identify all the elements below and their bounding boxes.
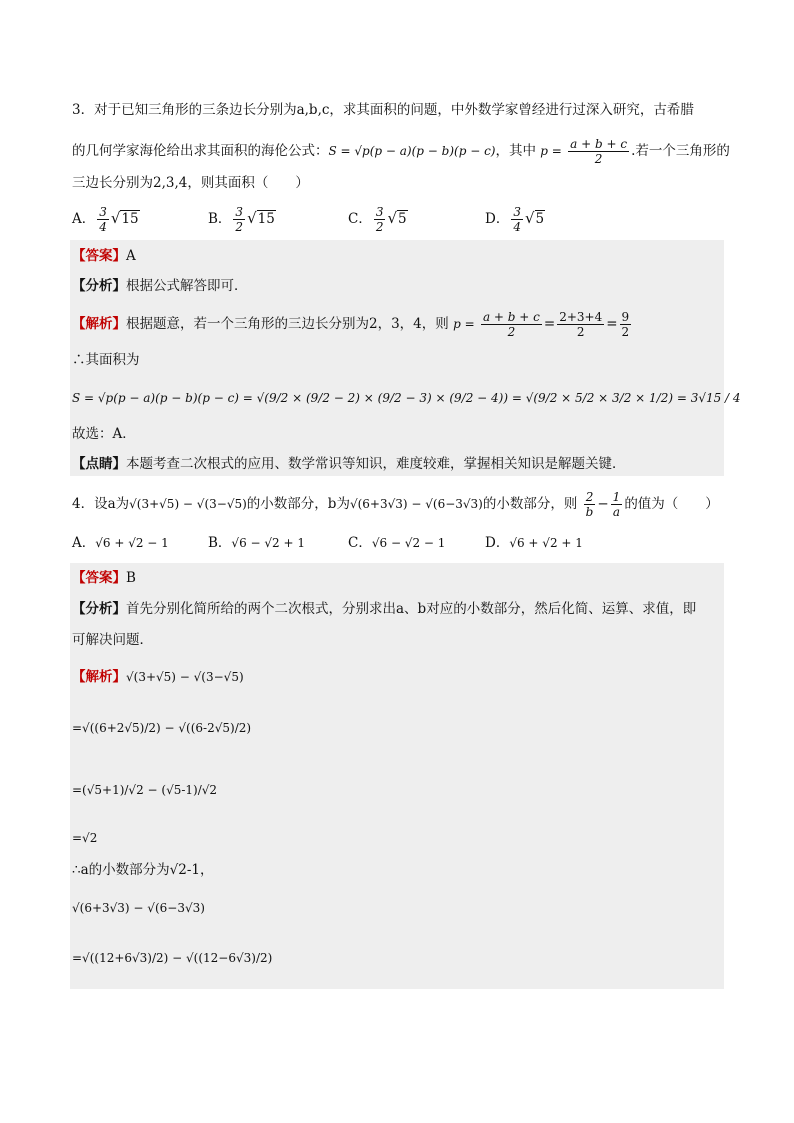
q4-stem-text-2: 的小数部分，b为: [246, 496, 350, 512]
fraction-num: a + b + c: [482, 310, 540, 324]
q3-option-c[interactable]: [348, 205, 408, 234]
analysis-text: 根据公式解答即可．: [126, 278, 248, 294]
option-label: B．: [208, 535, 232, 551]
fraction-num: 1: [612, 490, 621, 504]
q4-solution-line7: =√((12+6√3)/2) − √((12−6√3)/2): [72, 951, 273, 965]
q3-solution-formula: S = √p(p − a)(p − b)(p − c) = √(9/2 × (9/2 − 2) × (9/2 − 3) × (9/2 − 4)) = √(9/2 × 5/2 × 3/2 × 1/2) = 3√15 / 4: [72, 391, 741, 405]
q4-stem-text-1: 4．设a为: [72, 496, 130, 512]
answer-tag: 【答案】: [72, 248, 126, 264]
solution-tag: 【解析】: [72, 316, 126, 332]
coef-num: 3: [375, 205, 384, 219]
q4-solution-line4: =√2: [72, 831, 98, 845]
option-label: C．: [348, 211, 372, 227]
option-label: A．: [72, 535, 96, 551]
analysis-text: 首先分别化简所给的两个二次根式，分别求出a、b对应的小数部分，然后化简、运算、求值，即: [126, 601, 697, 617]
q4-expr-b: √(6+3√3) − √(6−3√3): [349, 497, 483, 511]
q4-solution-line5: ∴a的小数部分为√2-1，: [72, 862, 214, 878]
q3-stem-line2-end: .若一个三角形的: [631, 143, 730, 159]
radicand: 5: [535, 211, 545, 227]
coef-num: 3: [99, 205, 107, 219]
answer-tag: 【答案】: [72, 570, 126, 586]
q3-stem-line2-mid: ，其中: [495, 143, 536, 159]
q3-solution-line2: ∴其面积为: [72, 352, 140, 368]
q4-solution-line1: [72, 667, 244, 687]
answer-value: B: [126, 570, 136, 586]
q4-stem-text-4: 的值为（ ）: [624, 496, 719, 512]
q4-frac-1-over-a: [611, 490, 623, 519]
solution-text: 根据题意，若一个三角形的三边长分别为2，3，4，则: [126, 316, 449, 332]
sol-fraction-1: [481, 310, 542, 339]
q4-option-d[interactable]: [485, 533, 583, 553]
q3-comment: [72, 454, 626, 474]
q4-analysis-line1: [72, 599, 696, 619]
option-expr: √6 − √2 − 1: [371, 536, 446, 550]
p-definition-lhs: p =: [540, 144, 562, 158]
q3-answer: [72, 246, 136, 266]
q4-answer: [72, 568, 136, 588]
q4-stem-text-3: 的小数部分，则: [482, 496, 578, 512]
fraction-num: 9: [621, 310, 630, 324]
q3-option-b[interactable]: [208, 205, 276, 234]
option-coef: [374, 205, 386, 234]
radicand: 5: [398, 211, 407, 227]
option-expr: √6 + √2 + 1: [509, 536, 583, 550]
q4-options: [72, 533, 732, 555]
q3-stem-line2: [72, 137, 730, 166]
q3-option-a[interactable]: [72, 205, 140, 234]
q3-stem-line1: 3．对于已知三角形的三条边长分别为a,b,c，求其面积的问题，中外数学家曾经进行过深入研究，古希腊: [72, 102, 694, 118]
solution-tag: 【解析】: [72, 669, 126, 685]
coef-den: 2: [235, 220, 244, 234]
fraction-den: a: [612, 505, 621, 519]
fraction-den: 2: [507, 325, 516, 339]
radicand: 15: [257, 211, 275, 227]
q3-choose: 故选：A．: [72, 426, 136, 442]
option-label: C．: [348, 535, 372, 551]
q4-frac-2-over-b: [584, 490, 596, 519]
q4-solution-line2: =√((6+2√5)/2) − √((6-2√5)/2): [72, 721, 252, 735]
p-num: a + b + c: [570, 137, 628, 151]
option-coef: [97, 205, 109, 234]
option-label: D．: [485, 211, 510, 227]
option-label: B．: [208, 211, 232, 227]
coef-num: 3: [513, 205, 521, 219]
coef-num: 3: [235, 205, 244, 219]
comment-tag: 【点睛】: [72, 456, 126, 472]
p-lhs: p =: [453, 317, 475, 331]
radicand: 15: [121, 211, 139, 227]
q4-option-a[interactable]: [72, 533, 169, 553]
fraction-den: b: [585, 505, 594, 519]
fraction-num: 2: [584, 490, 596, 505]
option-radical: √15: [247, 209, 275, 227]
fraction-num: 2+3+4: [559, 310, 603, 324]
q3-stem-line2-text: 的几何学家海伦给出求其面积的海伦公式：: [72, 143, 329, 159]
q4-analysis-line2: 可解决问题．: [72, 632, 153, 648]
q4-expr-a: √(3+√5) − √(3−√5): [129, 497, 247, 511]
option-coef: [511, 205, 523, 234]
comment-text: 本题考查二次根式的应用、数学常识等知识，难度较难，掌握相关知识是解题关键．: [126, 456, 626, 472]
q4-option-b[interactable]: [208, 533, 305, 553]
p-den: 2: [594, 152, 603, 166]
analysis-tag: 【分析】: [72, 278, 126, 294]
answer-value: A: [126, 248, 136, 264]
option-expr: √6 − √2 + 1: [231, 536, 305, 550]
coef-den: 4: [513, 220, 521, 234]
heron-formula: S = √p(p − a)(p − b)(p − c): [328, 144, 496, 158]
q4-solution-line6: √(6+3√3) − √(6−3√3): [72, 901, 205, 915]
q4-solution-block: [70, 563, 724, 989]
option-expr: √6 + √2 − 1: [95, 536, 169, 550]
fraction-den: 2: [576, 325, 585, 339]
option-label: A．: [72, 211, 96, 227]
option-radical: √5: [387, 209, 407, 227]
fraction-den: 2: [621, 325, 630, 339]
coef-den: 2: [375, 220, 384, 234]
q3-stem-line3: 三边长分别为2,3,4，则其面积（ ）: [72, 175, 309, 191]
q4-stem: 4．设a为√(3+√5) − √(3−√5)的小数部分，b为√(6+3√3) − √(6−3√3)的小数部分，则 $\frac{2}{b}$ − $\frac{1}{a}$ 的值为（ ）: [72, 490, 719, 519]
option-label: D．: [485, 535, 510, 551]
q3-solution-line1: 【解析】根据题意，若一个三角形的三边长分别为2，3，4，则 p = $\frac{a + b + c}{2}$ = $\frac{2+3+4}{2}$ = $\frac{9}{2}$: [72, 310, 630, 339]
option-radical: √5: [524, 209, 545, 227]
option-radical: √15: [110, 209, 139, 227]
sol-fraction-2: [557, 310, 604, 339]
sol-fraction-3: [620, 310, 632, 339]
q4-option-c[interactable]: [348, 533, 445, 553]
q3-analysis: [72, 276, 248, 296]
option-coef: [233, 205, 245, 234]
analysis-tag: 【分析】: [72, 601, 126, 617]
q3-option-d[interactable]: [485, 205, 545, 234]
coef-den: 4: [99, 220, 107, 234]
q3-options: [72, 205, 732, 235]
solution-expr: √(3+√5) − √(3−√5): [126, 670, 244, 684]
p-definition-fraction: [568, 137, 629, 166]
q4-solution-line3: =(√5+1)/√2 − (√5-1)/√2: [72, 783, 218, 797]
